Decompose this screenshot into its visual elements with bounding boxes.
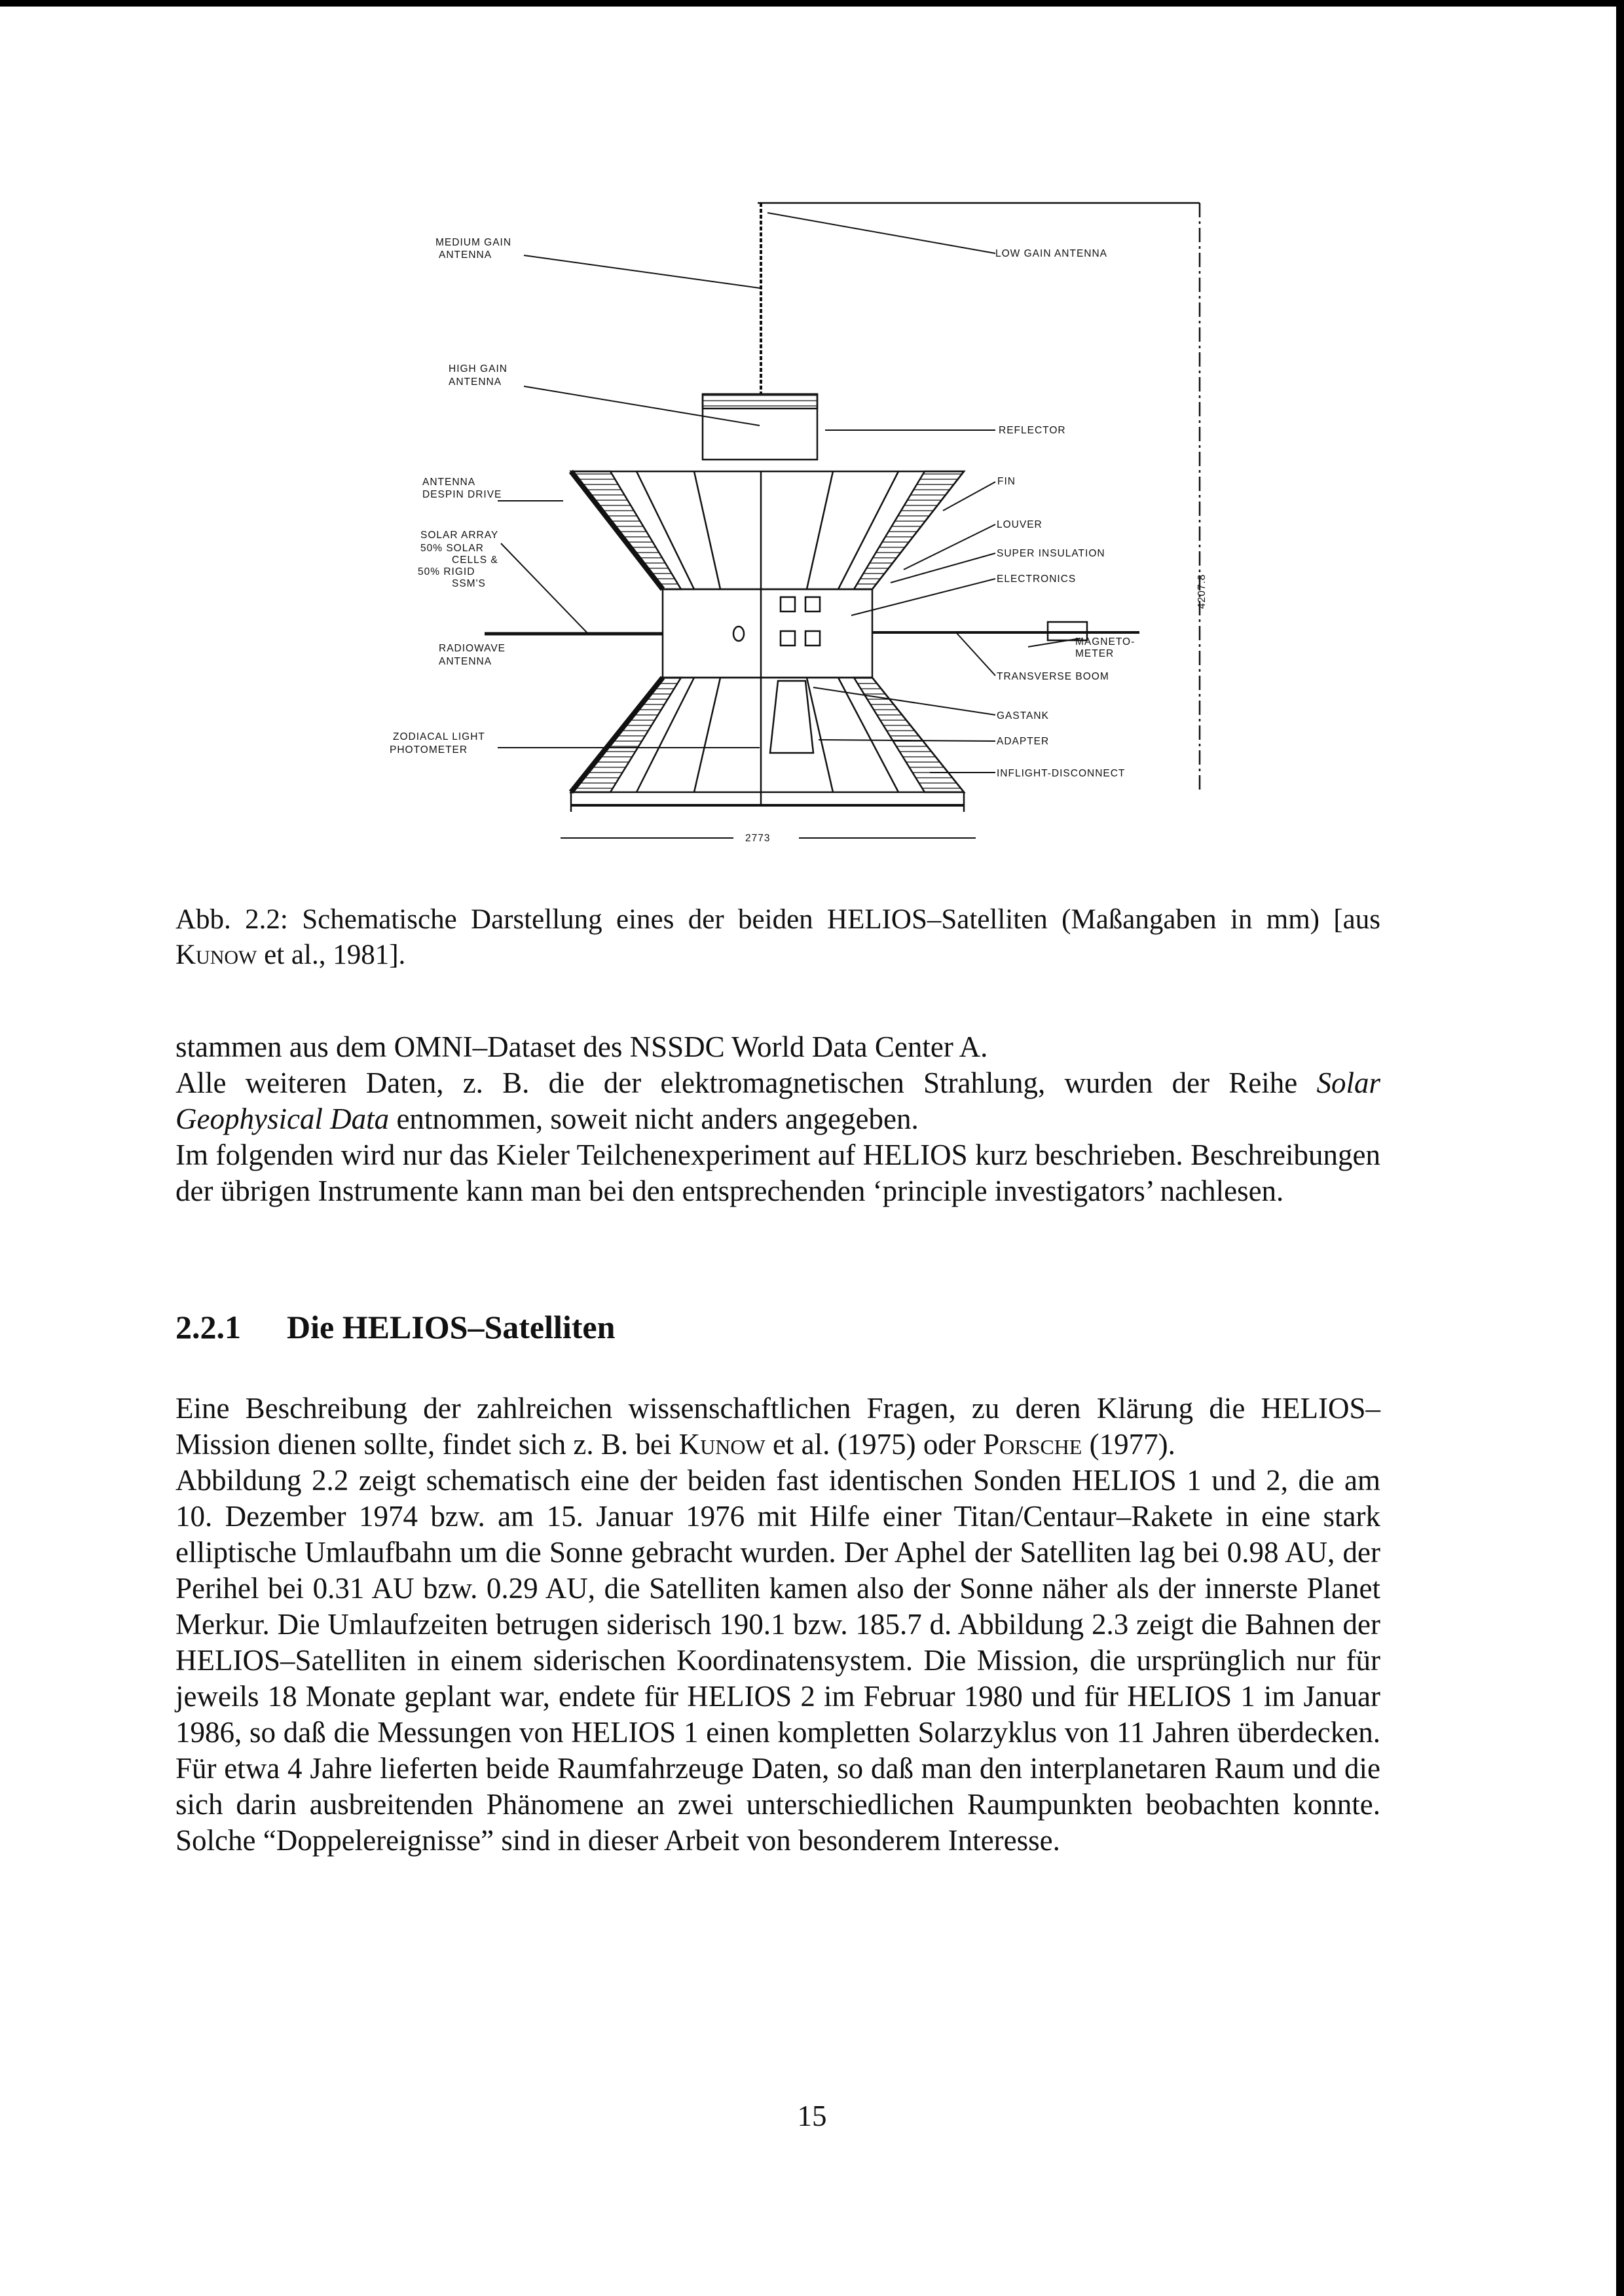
label-zodiacal-2: PHOTOMETER <box>390 744 468 756</box>
label-louver: LOUVER <box>997 519 1043 530</box>
label-antenna-despin-1: ANTENNA <box>422 477 476 488</box>
label-high-gain-1: HIGH GAIN <box>449 363 507 374</box>
section-title: Die HELIOS–Satelliten <box>287 1309 616 1345</box>
paragraph1-italic-series: Solar Geophysical Data <box>175 1066 1380 1135</box>
label-magnetometer-1: MAGNETO- <box>1075 636 1135 647</box>
label-magnetometer-2: METER <box>1075 648 1115 659</box>
paragraph1-line2 <box>175 1065 1380 1137</box>
label-solar-array-4: 50% RIGID <box>418 566 475 577</box>
paragraph1-line3: Im folgenden wird nur das Kieler Teilchenexperiment auf HELIOS kurz beschrieben. Beschreibungen der übrigen Instrumente kann man bei den entsprechenden ‘principle investigators’ nachlesen. <box>175 1139 1380 1207</box>
paragraph-helios <box>175 1391 1380 1859</box>
label-solar-array-3: CELLS & <box>452 555 498 566</box>
paragraph2-intro <box>175 1391 1380 1463</box>
caption-author: Kunow <box>175 939 257 970</box>
label-solar-array-2: 50% SOLAR <box>420 543 484 554</box>
figure-caption <box>175 902 1380 973</box>
label-super-insulation: SUPER INSULATION <box>997 548 1105 559</box>
label-zodiacal-1: ZODIACAL LIGHT <box>393 731 485 742</box>
helios-schematic <box>367 183 1231 844</box>
label-low-gain-antenna: LOW GAIN ANTENNA <box>995 248 1108 259</box>
label-medium-gain-1: MEDIUM GAIN <box>435 237 512 248</box>
helios-satellite-figure <box>367 183 1231 844</box>
paragraph-data-sources <box>175 1029 1380 1209</box>
label-medium-gain-2: ANTENNA <box>439 249 492 261</box>
paragraph1-line2-prefix: Alle weiteren Daten, z. B. die der elektromagnetischen Strahlung, wurden der Reihe <box>175 1066 1317 1099</box>
section-heading <box>175 1308 615 1346</box>
label-adapter: ADAPTER <box>997 736 1050 747</box>
label-dimension-height: 4207.8 <box>1196 574 1208 609</box>
paragraph2-part3: (1977). <box>1082 1428 1175 1461</box>
scan-border-top <box>0 0 1624 7</box>
paragraph1-line1: stammen aus dem OMNI–Dataset des NSSDC World Data Center A. <box>175 1030 988 1063</box>
paragraph2-author1: Kunow <box>678 1428 766 1461</box>
label-radiowave-2: ANTENNA <box>439 656 492 667</box>
label-solar-array-1: SOLAR ARRAY <box>420 530 499 541</box>
label-antenna-despin-2: DESPIN DRIVE <box>422 489 502 500</box>
page-number: 15 <box>797 2100 827 2132</box>
paragraph1-line2-suffix: entnommen, soweit nicht anders angegeben. <box>389 1102 919 1135</box>
label-gastank: GASTANK <box>997 710 1049 721</box>
label-fin: FIN <box>997 476 1016 487</box>
paragraph2-body: Abbildung 2.2 zeigt schematisch eine der beiden fast identischen Sonden HELIOS 1 und 2, die am 10. Dezember 1974 bzw. am 15. Januar 1976 mit Hilfe einer Titan/Centaur–Rakete in eine stark elliptische Umlaufbahn um die Sonne gebracht wurden. Der Aphel der Satelliten lag bei 0.98 AU, der Perihel bei 0.31 AU bzw. 0.29 AU, die Satelliten kamen also der Sonne näher als der innerste Planet Merkur. Die Umlaufzeiten betrugen siderisch 190.1 bzw. 185.7 d. Abbildung 2.3 zeigt die Bahnen der HELIOS–Satelliten in einem siderischen Koordinatensystem. Die Mission, die ursprünglich nur für jeweils 18 Monate geplant war, endete für HELIOS 2 im Februar 1980 und für HELIOS 1 im Januar 1986, so daß die Messungen von HELIOS 1 einen kompletten Solarzyklus von 11 Jahren überdecken. Für etwa 4 Jahre lieferten beide Raumfahrzeuge Daten, so daß man den interplanetaren Raum und die sich darin ausbreitenden Phänomene an zwei unterschiedlichen Raumpunkten beobachten konnte. Solche “Doppelereignisse” sind in dieser Arbeit von besonderem Interesse. <box>175 1464 1380 1857</box>
paragraph2-author2: Porsche <box>983 1428 1082 1461</box>
label-transverse-boom: TRANSVERSE BOOM <box>997 671 1109 682</box>
label-dimension-width: 2773 <box>745 833 771 844</box>
paragraph2-part2: et al. (1975) oder <box>765 1428 984 1461</box>
caption-prefix: Abb. 2.2: Schematische Darstellung eines der beiden HELIOS–Satelliten (Maßangaben in mm) [aus <box>175 904 1380 935</box>
label-high-gain-2: ANTENNA <box>449 376 502 388</box>
label-reflector: REFLECTOR <box>999 425 1066 436</box>
paragraph2-part1: Eine Beschreibung der zahlreichen wissenschaftlichen Fragen, zu deren Klärung die HELIOS–Mission dienen sollte, findet sich z. B. bei <box>175 1392 1380 1461</box>
label-radiowave-1: RADIOWAVE <box>439 643 506 654</box>
section-number: 2.2.1 <box>175 1309 241 1345</box>
label-electronics: ELECTRONICS <box>997 574 1077 585</box>
scan-border-right <box>1616 0 1624 2296</box>
label-inflight-disconnect: INFLIGHT-DISCONNECT <box>997 768 1126 779</box>
label-solar-array-5: SSM'S <box>452 578 486 589</box>
caption-suffix: et al., 1981]. <box>257 939 406 970</box>
